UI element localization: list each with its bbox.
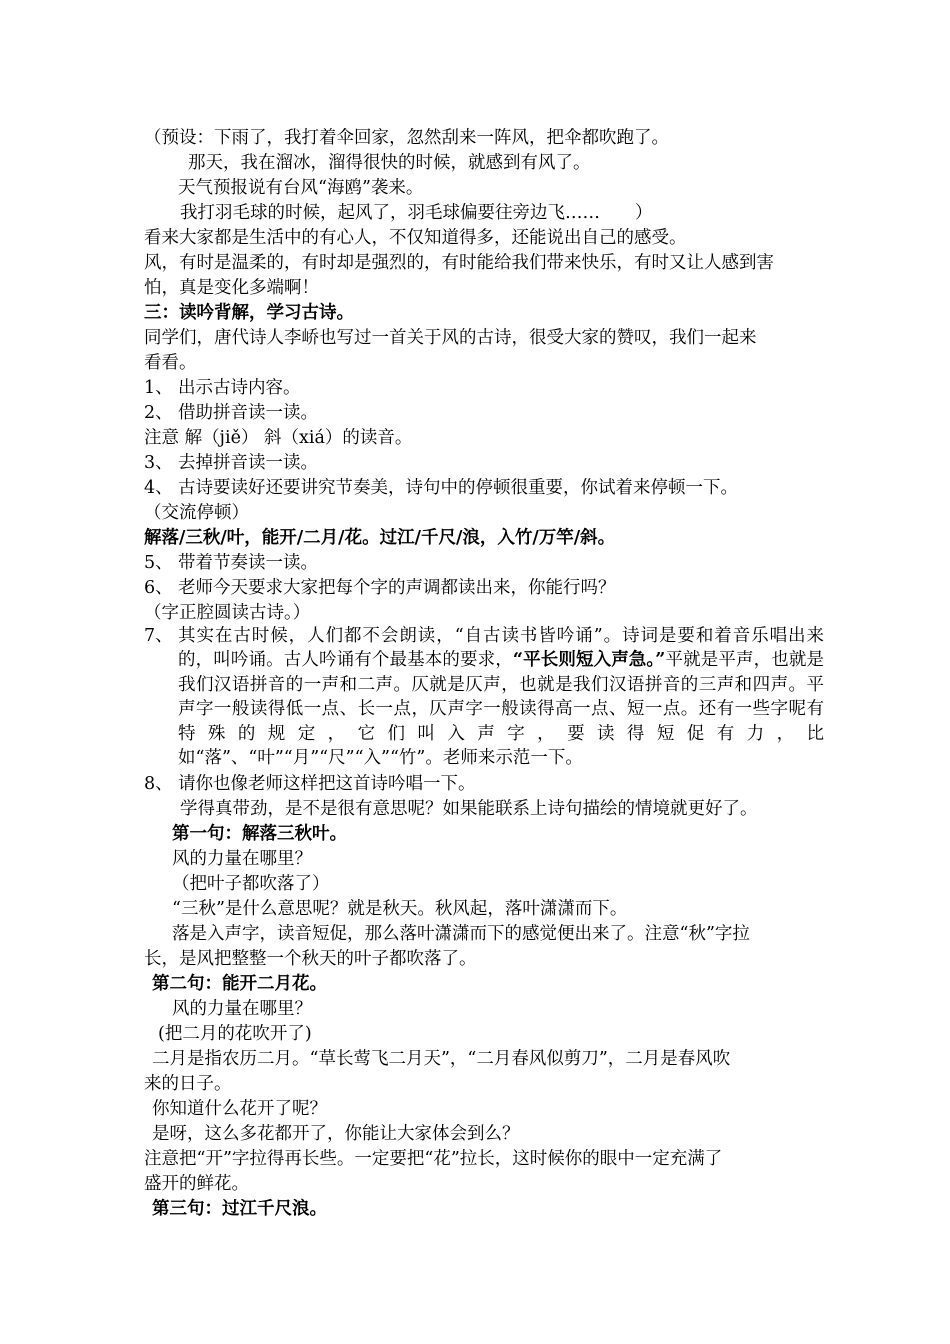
line-one-meaning: “三秋”是什么意思呢？就是秋天。秋风起，落叶潇潇而下。 bbox=[172, 899, 628, 919]
step-number: 6、 bbox=[144, 578, 173, 598]
step-text: 出示古诗内容。 bbox=[178, 378, 301, 398]
line-two-heading: 第二句：能开二月花。 bbox=[152, 974, 327, 994]
step-number: 3、 bbox=[144, 453, 173, 473]
step-text: 去掉拼音读一读。 bbox=[178, 453, 318, 473]
step-text: 其实在古时候，人们都不会朗读，“自古读书皆吟诵”。诗词是要和着音乐唱出来的，叫吟诵。古人吟诵有个最基本的要求，“平长则短入声急。”平就是平声，也就是我们汉语拼音的一声和二声。仄就是仄声，也就是我们汉语拼音的三声和四声。平声字一般读得低一点、长一点，仄声字一般读得高一点、短一点。还有一些字呢有特殊的规定，它们叫入声字，要读得短促有力，比如“落”、“叶”“月”“尺”“入”“竹”。老师来示范一下。 bbox=[178, 626, 825, 769]
line-one-heading: 第一句：解落三秋叶。 bbox=[172, 824, 347, 844]
section-heading: 三：读吟背解，学习古诗。 bbox=[144, 303, 354, 323]
clear-reading-note: （字正腔圆读古诗。） bbox=[144, 603, 311, 623]
preset-line-4: 我打羽毛球的时候，起风了，羽毛球偏要往旁边飞…… ） bbox=[180, 203, 653, 223]
line-one-note-1: 落是入声字，读音短促，那么落叶潇潇而下的感觉便出来了。注意“秋”字拉 bbox=[172, 924, 750, 944]
wind-line-1: 风，有时是温柔的，有时却是强烈的，有时能给我们带来快乐，有时又让人感到害 bbox=[144, 253, 774, 273]
line-two-question-2: 你知道什么花开了呢？ bbox=[152, 1099, 327, 1119]
step-number: 7、 bbox=[144, 626, 173, 646]
step-number: 2、 bbox=[144, 403, 173, 423]
chanting-rule: “平长则短入声急。” bbox=[512, 650, 666, 671]
intro-line-1: 同学们，唐代诗人李峤也写过一首关于风的古诗，很受大家的赞叹，我们一起来 bbox=[144, 328, 757, 348]
step-2 bbox=[144, 401, 318, 425]
line-two-meaning-2: 来的日子。 bbox=[144, 1074, 232, 1094]
wind-line-2: 怕，真是变化多端啊！ bbox=[144, 278, 319, 298]
line-two-note-1: 注意把“开”字拉得再长些。一定要把“花”拉长，这时候你的眼中一定充满了 bbox=[144, 1149, 723, 1169]
step-text: 请你也像老师这样把这首诗吟唱一下。 bbox=[178, 774, 476, 794]
step-1 bbox=[144, 376, 301, 400]
pronunciation-note: 注意 解（jiě） 斜（xiá）的读音。 bbox=[144, 428, 413, 448]
step-3 bbox=[144, 451, 318, 475]
step-5 bbox=[144, 551, 318, 575]
step-text: 借助拼音读一读。 bbox=[178, 403, 318, 423]
step-7 bbox=[144, 624, 824, 770]
line-one-question: 风的力量在哪里？ bbox=[172, 849, 312, 869]
line-two-question: 风的力量在哪里？ bbox=[172, 999, 312, 1019]
step-text: 老师今天要求大家把每个字的声调都读出来，你能行吗？ bbox=[178, 578, 616, 598]
summary-line: 看来大家都是生活中的有心人，不仅知道得多，还能说出自己的感受。 bbox=[144, 228, 687, 248]
line-one-note-2: 长，是风把整整一个秋天的叶子都吹落了。 bbox=[144, 949, 477, 969]
step-6 bbox=[144, 576, 616, 600]
step-4 bbox=[144, 476, 738, 500]
preset-line-1: （预设：下雨了，我打着伞回家，忽然刮来一阵风，把伞都吹跑了。 bbox=[144, 128, 669, 148]
encourage-line: 学得真带劲，是不是很有意思呢？如果能联系上诗句描绘的情境就更好了。 bbox=[180, 799, 758, 819]
step-8 bbox=[144, 772, 476, 796]
line-two-note-2: 盛开的鲜花。 bbox=[144, 1174, 249, 1194]
exchange-note: （交流停顿） bbox=[144, 503, 249, 523]
step-number: 1、 bbox=[144, 378, 173, 398]
step-number: 4、 bbox=[144, 478, 173, 498]
line-two-meaning-1: 二月是指农历二月。“草长莺飞二月天”，“二月春风似剪刀”，二月是春风吹 bbox=[152, 1049, 731, 1069]
step-text: 古诗要读好还要讲究节奏美，诗句中的停顿很重要，你试着来停顿一下。 bbox=[178, 478, 738, 498]
preset-line-3: 天气预报说有台风“海鸥”袭来。 bbox=[178, 178, 424, 198]
line-three-heading: 第三句：过江千尺浪。 bbox=[152, 1199, 327, 1219]
step-text: 带着节奏读一读。 bbox=[178, 553, 318, 573]
poem-with-pauses: 解落/三秋/叶，能开/二月/花。过江/千尺/浪，入竹/万竿/斜。 bbox=[144, 528, 616, 548]
step-number: 8、 bbox=[144, 774, 173, 794]
intro-line-2: 看看。 bbox=[144, 353, 197, 373]
line-one-answer: （把叶子都吹落了） bbox=[172, 874, 330, 894]
preset-line-2: 那天，我在溜冰，溜得很快的时候，就感到有风了。 bbox=[188, 153, 591, 173]
line-two-prompt: 是呀，这么多花都开了，你能让大家体会到么？ bbox=[152, 1124, 520, 1144]
step-number: 5、 bbox=[144, 553, 173, 573]
line-two-answer: (把二月的花吹开了) bbox=[158, 1024, 312, 1044]
